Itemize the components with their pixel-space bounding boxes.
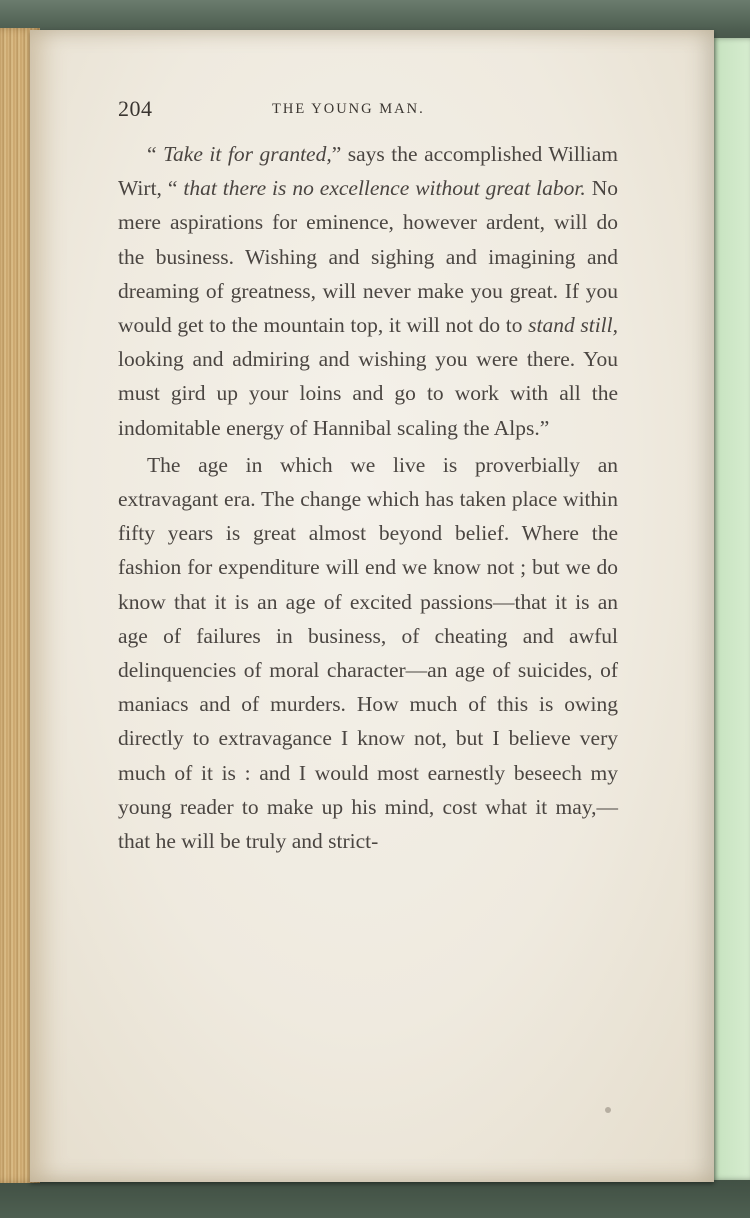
text-run: No mere aspirations for eminence, however ardent, will do the business. Wishing and sighing and imagining and dreaming of greatness, will never make you great. If you would get to the mountain top, it will not do to (118, 176, 618, 338)
page-header (118, 96, 598, 126)
text-run-italic: that there is no excellence without great labor. (183, 176, 586, 201)
page-number: 204 (118, 96, 153, 121)
text-run: “ (147, 142, 164, 166)
body-text (118, 137, 618, 858)
text-run: The age in which we live is proverbially an extravagant era. The change which has taken place within fifty years is great almost beyond belief. Where the fashion for expenditure will end we know not ; but we do know that it is an age of excited passions—that it is an age of failures in business, of cheating and awful delinquencies of moral character—an age of suicides, of maniacs and of murders. How much of this is owing directly to extravagance I know not, but I believe very much of it is : and I would most earnestly beseech my young reader to make up his mind, cost what it may,—that he will be truly and strict- (118, 452, 618, 854)
running-head: THE YOUNG MAN. (272, 101, 425, 117)
paragraph (118, 448, 618, 858)
paragraph (118, 137, 618, 445)
text-run-italic: Take it for granted, (163, 142, 332, 166)
text-run: ” says the accomplished William Wirt, “ (118, 142, 619, 201)
ink-speck (605, 1107, 611, 1113)
text-run-italic: stand still, (528, 313, 618, 338)
facing-page-edge (712, 38, 750, 1180)
text-run: looking and admiring and wishing you were there. You must gird up your loins and go to work with all the indomitable energy of Hannibal scaling the Alps.” (118, 347, 618, 440)
